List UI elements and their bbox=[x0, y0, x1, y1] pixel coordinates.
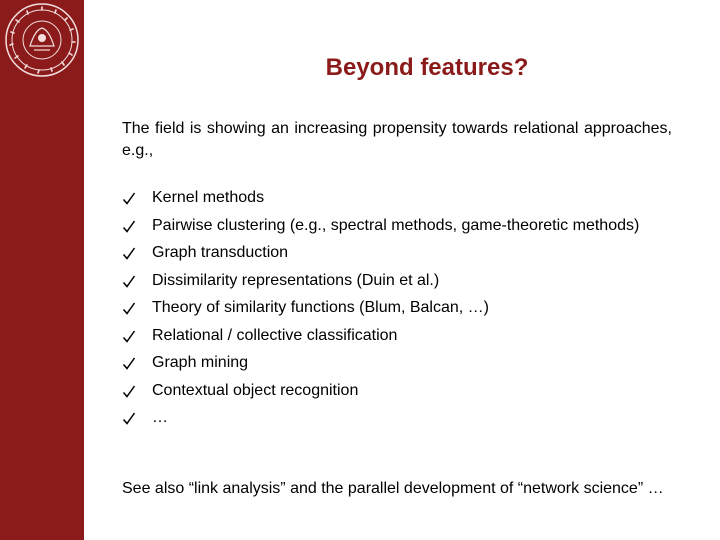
list-item-label: Pairwise clustering (e.g., spectral methods, game-theoretic methods) bbox=[152, 216, 640, 234]
list-item-label: … bbox=[152, 409, 168, 426]
list-item bbox=[122, 407, 672, 429]
checkmark-icon bbox=[122, 187, 136, 209]
list-item bbox=[122, 380, 672, 402]
checkmark-icon bbox=[122, 242, 136, 264]
list-item-label: Graph transduction bbox=[152, 244, 289, 261]
slide-title: Beyond features? bbox=[325, 54, 529, 81]
list-item-label: Contextual object recognition bbox=[152, 381, 359, 399]
checkmark-icon bbox=[122, 407, 136, 429]
list-item bbox=[122, 297, 672, 319]
checkmark-icon bbox=[122, 270, 136, 292]
list-item bbox=[122, 187, 672, 209]
list-item bbox=[122, 270, 672, 292]
list-item-label: Relational / collective classification bbox=[152, 326, 398, 344]
checkmark-icon bbox=[122, 352, 136, 374]
checkmark-icon bbox=[122, 215, 136, 237]
list-item bbox=[122, 325, 672, 347]
list-item bbox=[122, 352, 672, 374]
list-item bbox=[122, 242, 672, 264]
list-item bbox=[122, 215, 672, 237]
bullet-list bbox=[122, 187, 672, 435]
university-seal-icon bbox=[4, 2, 80, 78]
intro-paragraph: The field is showing an increasing propensity towards relational approaches, e.g., bbox=[122, 120, 672, 159]
checkmark-icon bbox=[122, 297, 136, 319]
list-item-label: Graph mining bbox=[152, 354, 249, 371]
checkmark-icon bbox=[122, 325, 136, 347]
list-item-label: Kernel methods bbox=[152, 189, 265, 206]
checkmark-icon bbox=[122, 380, 136, 402]
sidebar bbox=[0, 0, 84, 540]
list-item-label: Dissimilarity representations (Duin et al.) bbox=[152, 271, 440, 289]
outro-paragraph: See also “link analysis” and the parallel development of “network science” … bbox=[122, 480, 664, 497]
list-item-label: Theory of similarity functions (Blum, Balcan, …) bbox=[152, 299, 489, 316]
